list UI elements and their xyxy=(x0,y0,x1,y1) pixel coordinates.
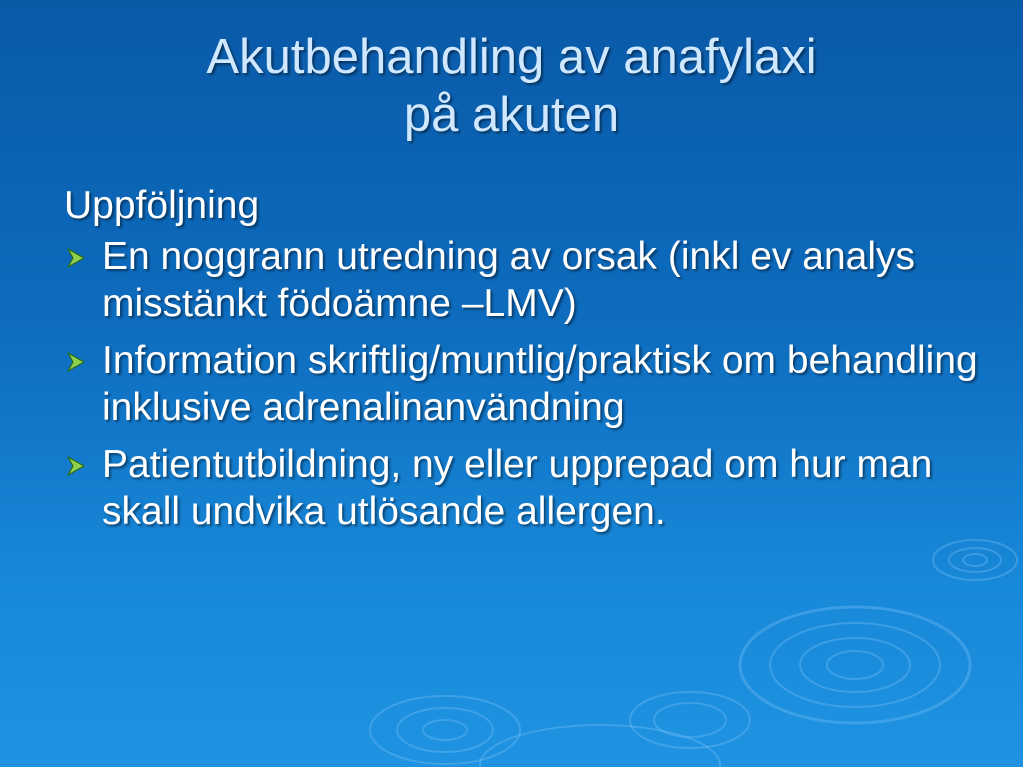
bullet-text: Information skriftlig/muntlig/praktisk om behandling inklusive adrenalinanvändning xyxy=(102,339,978,429)
bullet-list xyxy=(64,233,984,535)
bullet-text: Patientutbildning, ny eller upprepad om hur man skall undvika utlösande allergen. xyxy=(102,443,933,533)
title-line-1: Akutbehandling av anafylaxi xyxy=(206,30,817,84)
bullet-item xyxy=(64,337,984,431)
bullet-text: En noggrann utredning av orsak (inkl ev analys misstänkt födoämne –LMV) xyxy=(102,235,915,325)
bullet-item xyxy=(64,441,984,535)
arrow-chevron-icon xyxy=(64,246,88,270)
slide-title xyxy=(0,28,1023,144)
arrow-chevron-icon xyxy=(64,350,88,374)
arrow-chevron-icon xyxy=(64,454,88,478)
bullet-item xyxy=(64,233,984,327)
section-heading: Uppföljning xyxy=(64,184,260,227)
title-line-2: på akuten xyxy=(403,88,620,142)
slide-body xyxy=(64,182,984,545)
